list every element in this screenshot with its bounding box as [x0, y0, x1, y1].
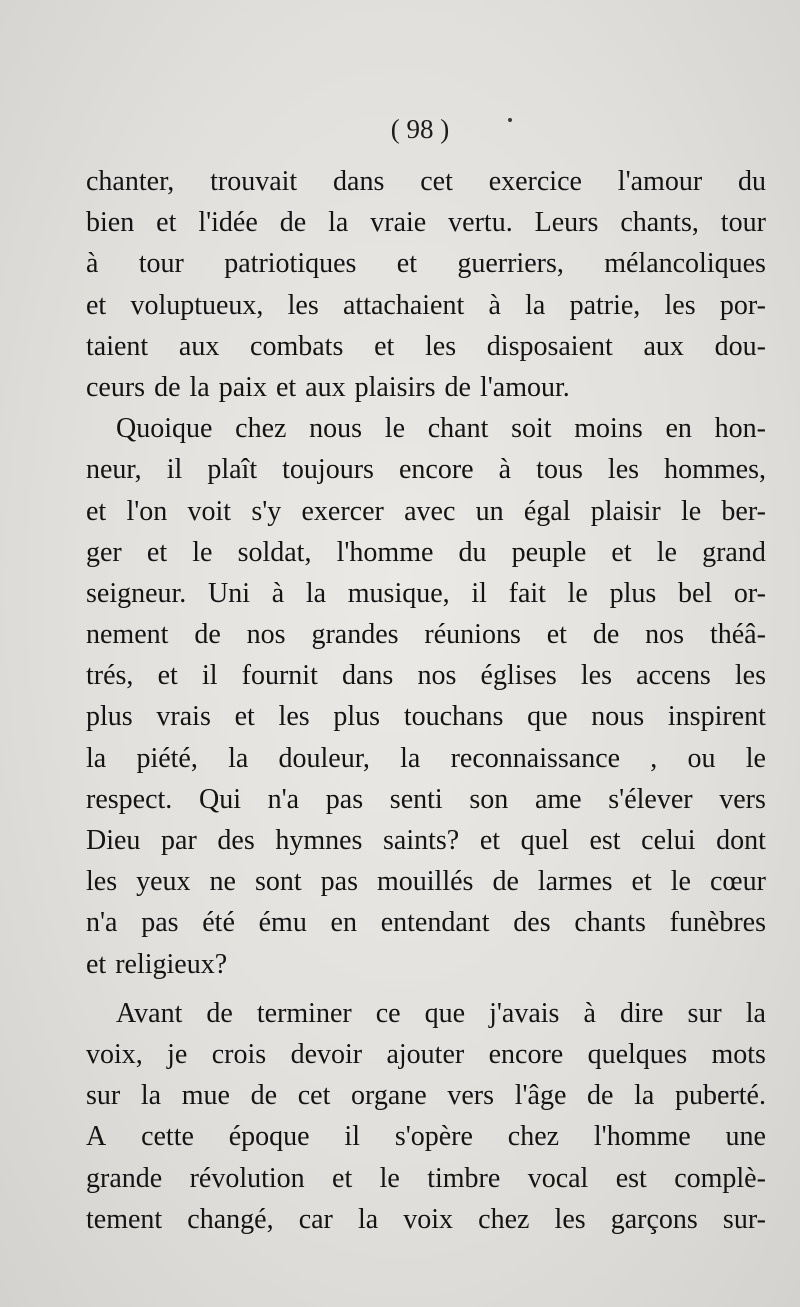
word: ber- — [721, 495, 766, 527]
word: le — [680, 495, 702, 527]
word: trouvait — [210, 166, 298, 197]
word: et — [332, 1162, 353, 1194]
word: s'y — [251, 495, 282, 527]
word: la — [140, 1080, 162, 1112]
word: soit — [511, 413, 552, 445]
word: grand — [702, 536, 766, 568]
word: , — [650, 742, 658, 774]
word: mots — [711, 1038, 766, 1070]
word: complè- — [674, 1162, 766, 1194]
word: vertu. — [448, 207, 513, 239]
word: et — [157, 660, 178, 692]
word: disposaient — [486, 330, 613, 362]
word: le — [192, 536, 213, 568]
text-line — [86, 248, 766, 289]
word: je — [167, 1038, 188, 1070]
word: seigneur. — [86, 577, 187, 609]
word: respect. — [86, 783, 173, 815]
text-line — [86, 743, 766, 784]
word: bien — [86, 207, 135, 239]
word: la — [86, 742, 107, 774]
word: douleur, — [278, 742, 370, 774]
text-line — [86, 1204, 766, 1245]
word: et — [374, 330, 395, 362]
word: A — [86, 1121, 107, 1153]
word: moins — [574, 413, 643, 445]
word: grande — [86, 1162, 163, 1194]
word: plus — [333, 701, 381, 733]
word: Leurs — [534, 207, 599, 239]
word: nement — [86, 619, 169, 651]
word: les — [424, 330, 457, 362]
text-line — [86, 413, 766, 454]
word: quel — [520, 825, 569, 856]
word: nous — [309, 413, 363, 445]
word: de — [154, 371, 181, 403]
word: églises — [480, 660, 557, 692]
word: des — [513, 907, 551, 939]
text-line — [86, 578, 766, 619]
word: tous — [536, 454, 583, 486]
word: cette — [141, 1121, 194, 1153]
word: chants — [574, 907, 646, 939]
word: voix, — [86, 1038, 143, 1070]
word: car — [298, 1203, 333, 1235]
word: il — [166, 454, 183, 486]
word: exercice — [488, 166, 582, 197]
word: la — [328, 207, 349, 239]
word: le — [379, 1162, 400, 1194]
word: ne — [209, 866, 236, 898]
word: il — [344, 1121, 360, 1153]
text-line — [86, 825, 766, 866]
word: égal — [523, 495, 571, 527]
word: plus — [86, 701, 133, 733]
word: entendant — [380, 907, 490, 939]
word: réunions — [424, 619, 521, 651]
word: mélancoliques — [604, 248, 766, 280]
text-line — [86, 784, 766, 825]
word: ceurs — [86, 371, 146, 403]
word: la — [400, 742, 421, 774]
word: de — [279, 207, 307, 239]
word: époque — [228, 1121, 310, 1153]
word: une — [725, 1121, 766, 1153]
word: cet — [420, 166, 453, 197]
word: hymnes — [275, 825, 363, 856]
word: l'homme — [336, 536, 434, 568]
word: les — [664, 289, 696, 321]
word: la — [189, 371, 210, 403]
word: n'a — [86, 907, 118, 939]
word: et — [275, 371, 297, 403]
word: por- — [719, 289, 766, 321]
word: à — [583, 997, 596, 1029]
word: guerriers, — [457, 248, 564, 280]
word: vers — [447, 1080, 495, 1112]
word: yeux — [136, 866, 191, 898]
word: plaisir — [590, 495, 661, 527]
word: les — [86, 866, 118, 898]
word: quelques — [587, 1038, 688, 1070]
word: tour — [138, 248, 184, 280]
text-line — [86, 949, 766, 990]
word: soldat, — [237, 536, 312, 568]
word: et — [546, 619, 567, 651]
word: s'élever — [608, 783, 693, 815]
word: larmes — [537, 866, 613, 898]
word: patrie, — [569, 289, 641, 321]
text-line — [86, 454, 766, 495]
word: terminer — [256, 997, 352, 1029]
word: ou — [687, 742, 716, 774]
word: est — [589, 825, 621, 856]
word: garçons — [610, 1203, 698, 1235]
word: patriotiques — [224, 248, 357, 280]
word: plus — [609, 577, 657, 609]
word: de — [206, 997, 233, 1029]
word: tour — [720, 207, 766, 239]
word: piété, — [136, 742, 198, 774]
word: la — [634, 1080, 655, 1112]
word: et — [479, 825, 501, 856]
text-line — [86, 537, 766, 578]
word: chanter, — [86, 166, 175, 197]
text-line — [86, 166, 766, 207]
word: le — [670, 866, 691, 898]
word: sur — [687, 997, 722, 1029]
word: théâ- — [709, 619, 766, 651]
word: et — [86, 495, 107, 527]
word: la — [745, 997, 766, 1029]
word: touchans — [403, 701, 504, 733]
word: hommes, — [664, 454, 766, 486]
word: et — [234, 701, 255, 733]
word: plaît — [207, 454, 258, 486]
word: des — [217, 825, 255, 856]
word: grandes — [311, 619, 399, 651]
word: par — [161, 825, 197, 856]
word: peuple — [511, 536, 587, 568]
word: hon- — [714, 413, 766, 445]
word: il — [201, 660, 218, 692]
word: Avant — [116, 997, 183, 1029]
word: taient — [86, 330, 149, 362]
word: musique, — [347, 577, 450, 609]
word: toujours — [282, 454, 374, 486]
word: puberté. — [675, 1080, 766, 1112]
word: en — [665, 413, 692, 445]
word: le — [656, 536, 677, 568]
word: il — [471, 577, 487, 609]
word: de — [592, 619, 620, 651]
text-line — [86, 290, 766, 331]
word: les — [287, 289, 319, 321]
word: nous — [591, 701, 645, 733]
word: de — [444, 371, 471, 403]
word: que — [424, 997, 466, 1029]
word: le — [567, 577, 588, 609]
text-line — [86, 907, 766, 948]
word: à — [498, 454, 512, 486]
text-line — [86, 1039, 766, 1080]
word: les — [554, 1203, 586, 1235]
word: tement — [86, 1203, 163, 1235]
word: vraie — [370, 207, 427, 239]
word: de — [492, 866, 519, 898]
word: pas — [141, 907, 179, 939]
word: la — [525, 289, 546, 321]
word: encore — [399, 454, 474, 486]
word: ger — [86, 536, 122, 568]
text-line — [86, 998, 766, 1039]
word: mue — [181, 1080, 230, 1112]
word: plaisirs — [354, 371, 436, 403]
word: sur- — [722, 1203, 766, 1235]
word: s'opère — [394, 1121, 473, 1153]
word: funèbres — [669, 907, 766, 939]
word: son — [469, 783, 509, 815]
word: chant — [427, 413, 489, 445]
word: nos — [417, 660, 457, 692]
word: inspirent — [667, 701, 766, 733]
word: aux — [305, 371, 346, 403]
word: chez — [478, 1203, 530, 1235]
word: vocal — [527, 1162, 589, 1194]
word: est — [615, 1162, 647, 1194]
word: que — [527, 701, 568, 733]
word: crois — [211, 1038, 267, 1070]
word: dire — [619, 997, 664, 1029]
word: à — [271, 577, 285, 609]
word: fait — [508, 577, 546, 609]
word: fournit — [241, 660, 318, 692]
word: les — [278, 701, 310, 733]
word: été — [202, 907, 235, 939]
word: aux — [178, 330, 220, 362]
word: exercer — [301, 495, 384, 527]
word: l'idée — [198, 207, 258, 239]
word: cœur — [709, 866, 766, 898]
word: paix — [218, 371, 267, 403]
word: avec — [404, 495, 456, 527]
word: le — [384, 413, 406, 445]
text-line — [86, 619, 766, 660]
word: encore — [488, 1038, 564, 1070]
word: dou- — [714, 330, 766, 362]
word: sur — [86, 1080, 121, 1112]
word: de — [194, 619, 221, 651]
page-number: ( 98 ) — [390, 114, 450, 144]
word: à — [488, 289, 501, 321]
word: reconnaissance — [450, 742, 621, 774]
word: et — [86, 289, 107, 321]
word: et — [396, 248, 417, 280]
word: accens — [636, 660, 711, 692]
word: nos — [645, 619, 685, 651]
word: la — [305, 577, 327, 609]
word: la — [357, 1203, 379, 1235]
word: dont — [716, 825, 766, 856]
word: un — [475, 495, 504, 527]
word: et — [86, 948, 107, 980]
word: la — [228, 742, 249, 774]
text-line — [86, 660, 766, 701]
word: en — [330, 907, 357, 939]
word: sont — [254, 866, 302, 898]
word: chez — [235, 413, 287, 445]
ink-speck — [508, 118, 512, 122]
text-line — [86, 1080, 766, 1121]
text-line — [86, 1121, 766, 1162]
word: dans — [342, 660, 394, 692]
word: aux — [643, 330, 684, 362]
word: l'homme — [593, 1121, 691, 1153]
word: Dieu — [86, 825, 141, 856]
word: mouillés — [377, 866, 474, 898]
word: les — [734, 660, 766, 692]
word: cet — [297, 1080, 331, 1112]
word: chants, — [620, 207, 699, 239]
word: et — [146, 536, 168, 568]
word: les — [607, 454, 640, 486]
word: ému — [258, 907, 307, 939]
word: timbre — [427, 1162, 501, 1194]
word: l'âge — [514, 1080, 567, 1112]
word: et — [611, 536, 632, 568]
text-line — [86, 701, 766, 742]
word: l'amour. — [479, 371, 570, 403]
text-line — [86, 372, 766, 413]
word: à — [86, 248, 99, 280]
word: Qui — [198, 783, 241, 815]
word: vers — [719, 783, 766, 815]
text-line — [86, 207, 766, 248]
word: or- — [733, 577, 766, 609]
word: du — [738, 166, 766, 197]
word: voluptueux, — [130, 289, 264, 321]
word: nos — [246, 619, 286, 651]
word: les — [580, 660, 612, 692]
word: n'a — [267, 783, 300, 815]
word: devoir — [290, 1038, 363, 1070]
word: saints? — [383, 825, 460, 856]
word: voix — [403, 1203, 454, 1235]
text-line — [86, 331, 766, 372]
word: ame — [534, 783, 582, 815]
word: combats — [250, 330, 344, 362]
body-text — [86, 166, 766, 1245]
word: neur, — [86, 454, 142, 486]
text-line — [86, 1163, 766, 1204]
word: Uni — [208, 577, 251, 609]
word: celui — [641, 825, 696, 856]
word: de — [250, 1080, 278, 1112]
word: révolution — [189, 1162, 305, 1194]
word: de — [587, 1080, 614, 1112]
text-line — [86, 866, 766, 907]
word: voit — [187, 495, 232, 527]
text-line — [86, 496, 766, 537]
word: j'avais — [489, 997, 560, 1029]
word: Quoique — [116, 413, 213, 445]
word: chez — [507, 1121, 560, 1153]
word: attachaient — [342, 289, 465, 321]
word: l'amour — [617, 166, 703, 197]
word: pas — [325, 783, 364, 815]
word: et — [631, 866, 652, 898]
word: religieux? — [115, 948, 228, 980]
word: l'on — [126, 495, 168, 527]
word: du — [458, 536, 487, 568]
word: ce — [375, 997, 401, 1029]
word: le — [745, 742, 766, 774]
word: organe — [351, 1080, 427, 1112]
word: trés, — [86, 660, 134, 692]
word: vrais — [156, 701, 211, 733]
word: senti — [389, 783, 443, 815]
word: ajouter — [386, 1038, 465, 1070]
word: changé, — [187, 1203, 274, 1235]
word: dans — [333, 166, 385, 197]
word: pas — [320, 866, 358, 898]
word: bel — [677, 577, 713, 609]
word: et — [156, 207, 177, 239]
